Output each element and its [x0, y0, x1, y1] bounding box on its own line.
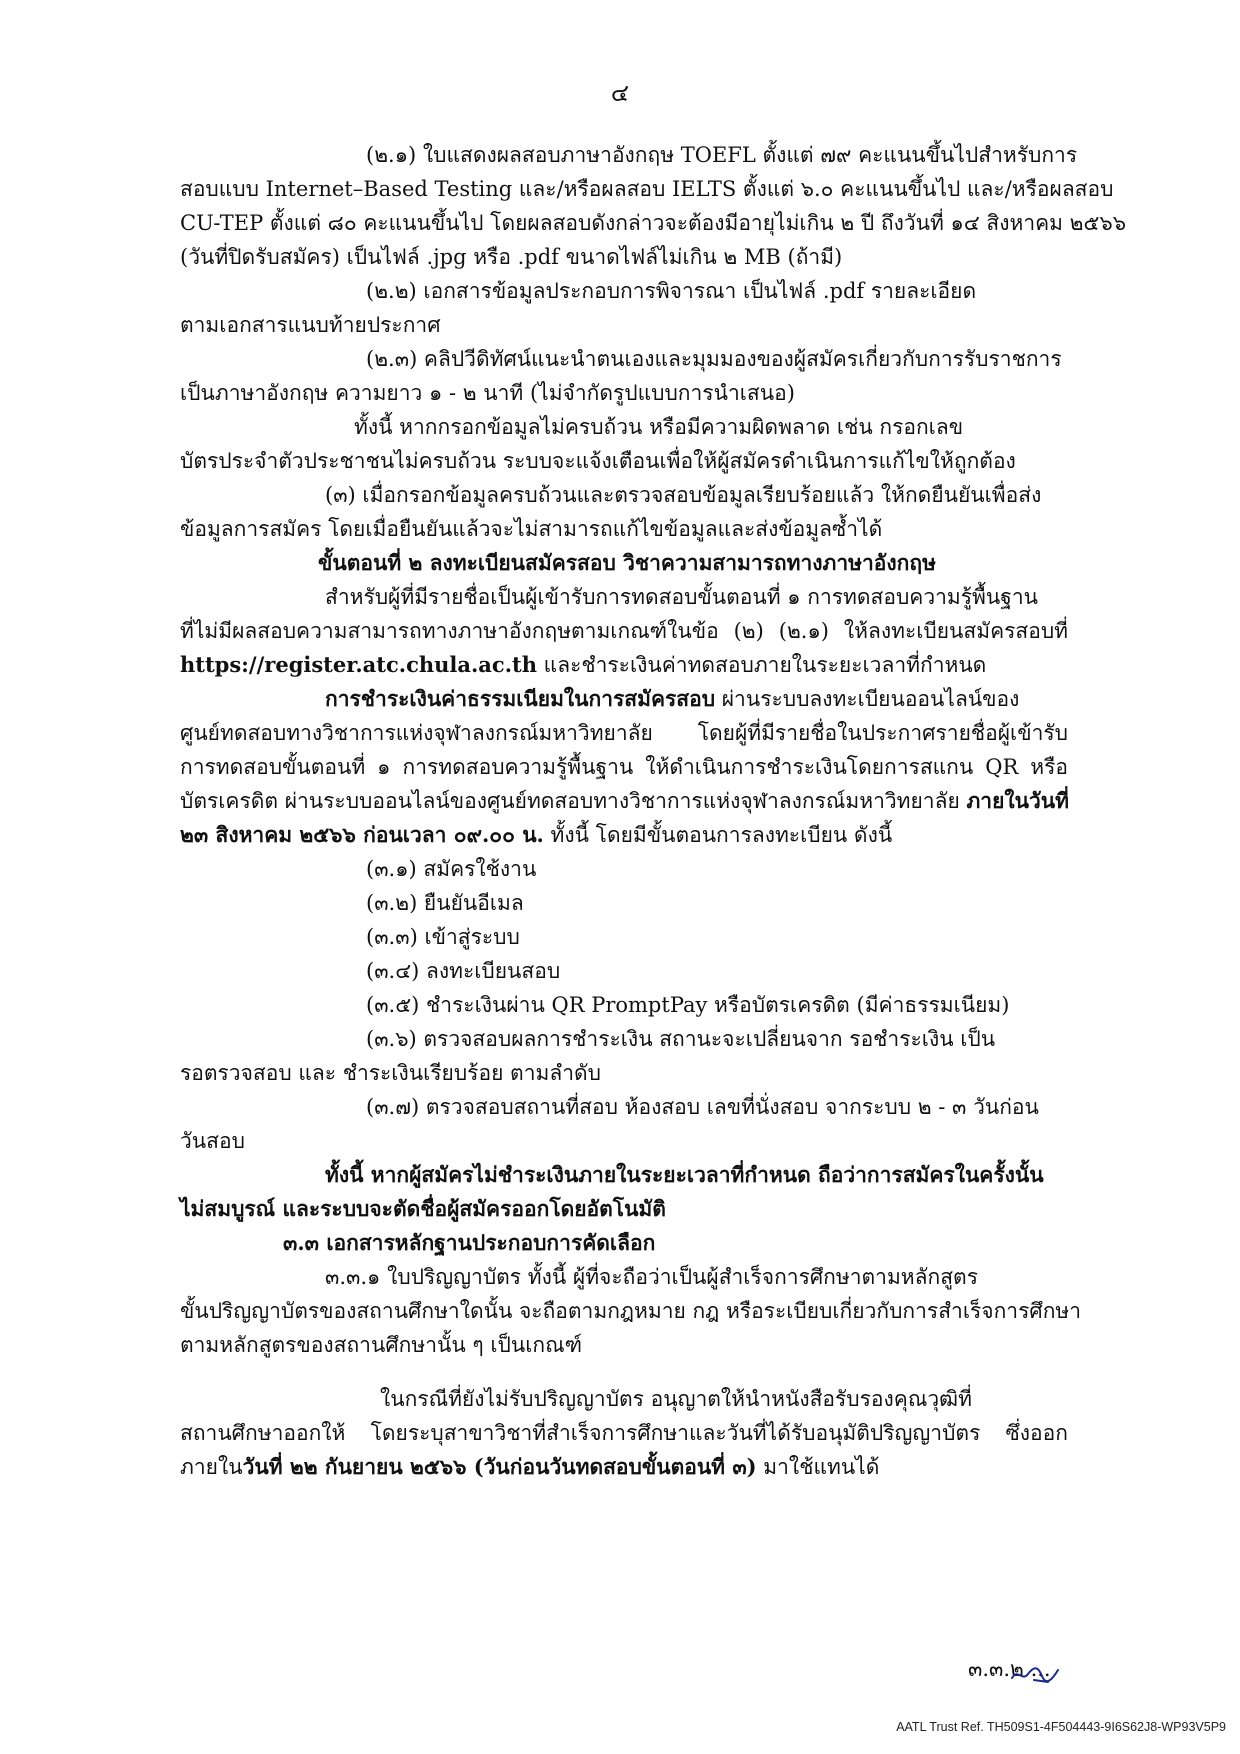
text-line: CU-TEP ตั้งแต่ ๘๐ คะแนนขึ้นไป โดยผลสอบดังกล่าวจะต้องมีอายุไม่เกิน ๒ ปี ถึงวันที่ ๑๔ สิงหาคม ๒๕๖๖ [180, 211, 1127, 235]
text-line: ข้อมูลการสมัคร โดยเมื่อยืนยันแล้วจะไม่สามารถแก้ไขข้อมูลและส่งข้อมูลซ้ำได้ [180, 517, 883, 541]
text-line: สถานศึกษาออกให้ โดยระบุสาขาวิชาที่สำเร็จการศึกษาและวันที่ได้รับอนุมัติปริญญาบัตร ซึ่งออก [180, 1421, 1068, 1445]
warning-text: ทั้งนี้ หากผู้สมัครไม่ชำระเงินภายในระยะเวลาที่กำหนด ถือว่าการสมัครในครั้งนั้น [325, 1162, 1044, 1187]
text-line: เป็นภาษาอังกฤษ ความยาว ๑ - ๒ นาที (ไม่จำกัดรูปแบบการนำเสนอ) [180, 381, 795, 405]
warning-text: ไม่สมบูรณ์ และระบบจะตัดชื่อผู้สมัครออกโดยอัตโนมัติ [180, 1196, 666, 1221]
payment-deadline: ๒๓ สิงหาคม ๒๕๖๖ ก่อนเวลา ๐๙.๐๐ น. [180, 822, 544, 847]
text-line: วันสอบ [180, 1129, 245, 1153]
initials-signature-icon [1008, 1662, 1068, 1686]
text-line: https://register.atc.chula.ac.th และชำระเงินค่าทดสอบภายในระยะเวลาที่กำหนด [180, 652, 987, 677]
list-item: (๓.๔) ลงทะเบียนสอบ [366, 959, 561, 983]
certificate-deadline: วันที่ ๒๒ กันยายน ๒๕๖๖ (วันก่อนวันทดสอบขั้นตอนที่ ๓) [242, 1454, 757, 1479]
text-line: รอตรวจสอบ และ ชำระเงินเรียบร้อย ตามลำดับ [180, 1061, 601, 1085]
text-line: การทดสอบขั้นตอนที่ ๑ การทดสอบความรู้พื้นฐาน ให้ดำเนินการชำระเงินโดยการสแกน QR หรือ [180, 755, 1068, 779]
text-line: ภายในวันที่ ๒๒ กันยายน ๒๕๖๖ (วันก่อนวันทดสอบขั้นตอนที่ ๓) มาใช้แทนได้ [180, 1454, 880, 1479]
text-line: ตามหลักสูตรของสถานศึกษานั้น ๆ เป็นเกณฑ์ [180, 1333, 583, 1357]
text-line: (๒.๒) เอกสารข้อมูลประกอบการพิจารณา เป็นไฟล์ .pdf รายละเอียด [366, 279, 977, 303]
text-line: บัตรเครดิต ผ่านระบบออนไลน์ของศูนย์ทดสอบทางวิชาการแห่งจุฬาลงกรณ์มหาวิทยาลัย ภายในวันที่ [180, 788, 1069, 813]
list-item: (๓.๖) ตรวจสอบผลการชำระเงิน สถานะจะเปลี่ยนจาก รอชำระเงิน เป็น [366, 1027, 996, 1051]
text-line: ในกรณีที่ยังไม่รับปริญญาบัตร อนุญาตให้นำหนังสือรับรองคุณวุฒิที่ [380, 1387, 972, 1411]
text-line: ที่ไม่มีผลสอบความสามารถทางภาษาอังกฤษตามเกณฑ์ในข้อ (๒) (๒.๑) ให้ลงทะเบียนสมัครสอบที่ [180, 619, 1068, 643]
page-number: ๔ [610, 79, 630, 107]
text-line: ศูนย์ทดสอบทางวิชาการแห่งจุฬาลงกรณ์มหาวิทยาลัย โดยผู้ที่มีรายชื่อในประกาศรายชื่อผู้เข้ารับ [180, 721, 1068, 745]
text-line: สำหรับผู้ที่มีรายชื่อเป็นผู้เข้ารับการทดสอบขั้นตอนที่ ๑ การทดสอบความรู้พื้นฐาน [325, 585, 1038, 609]
text-line: (๒.๑) ใบแสดงผลสอบภาษาอังกฤษ TOEFL ตั้งแต่ ๗๙ คะแนนขึ้นไปสำหรับการ [366, 143, 1078, 167]
text-line: ทั้งนี้ หากกรอกข้อมูลไม่ครบถ้วน หรือมีความผิดพลาด เช่น กรอกเลข [354, 415, 964, 439]
list-item: (๓.๗) ตรวจสอบสถานที่สอบ ห้องสอบ เลขที่นั่งสอบ จากระบบ ๒ - ๓ วันก่อน [366, 1095, 1039, 1119]
text-line: ๒๓ สิงหาคม ๒๕๖๖ ก่อนเวลา ๐๙.๐๐ น. ทั้งนี้ โดยมีขั้นตอนการลงทะเบียน ดังนี้ [180, 822, 893, 847]
text-line: (๒.๓) คลิปวีดิทัศน์แนะนำตนเองและมุมมองของผู้สมัครเกี่ยวกับการรับราชการ [366, 347, 1062, 371]
text-line: (วันที่ปิดรับสมัคร) เป็นไฟล์ .jpg หรือ .pdf ขนาดไฟล์ไม่เกิน ๒ MB (ถ้ามี) [180, 245, 843, 269]
text-line: ตามเอกสารแนบท้ายประกาศ [180, 313, 441, 337]
registration-url: https://register.atc.chula.ac.th [180, 652, 537, 677]
list-item: (๓.๒) ยืนยันอีเมล [366, 891, 524, 915]
text-line: ขั้นปริญญาบัตรของสถานศึกษาใดนั้น จะถือตามกฎหมาย กฎ หรือระเบียบเกี่ยวกับการสำเร็จการศึกษา [180, 1299, 1082, 1323]
list-item: (๓.๓) เข้าสู่ระบบ [366, 925, 520, 949]
text-line: ๓.๓.๑ ใบปริญญาบัตร ทั้งนี้ ผู้ที่จะถือว่าเป็นผู้สำเร็จการศึกษาตามหลักสูตร [325, 1265, 978, 1289]
text-line: สอบแบบ Internet–Based Testing และ/หรือผลสอบ IELTS ตั้งแต่ ๖.๐ คะแนนขึ้นไป และ/หรือผลสอบ [180, 177, 1114, 201]
continuation-marker: ๓.๓.๒ ... [968, 1657, 1051, 1681]
text-line: (๓) เมื่อกรอกข้อมูลครบถ้วนและตรวจสอบข้อมูลเรียบร้อยแล้ว ให้กดยืนยันเพื่อส่ง [325, 483, 1042, 507]
list-item: (๓.๑) สมัครใช้งาน [366, 857, 537, 881]
payment-heading: การชำระเงินค่าธรรมเนียมในการสมัครสอบ [325, 686, 716, 711]
text-line: บัตรประจำตัวประชาชนไม่ครบถ้วน ระบบจะแจ้งเตือนเพื่อให้ผู้สมัครดำเนินการแก้ไขให้ถูกต้อง [180, 449, 1016, 473]
trust-reference: AATL Trust Ref. TH509S1-4F504443-9I6S62J8-WP93V5P9 [896, 1720, 1226, 1734]
step-2-heading: ขั้นตอนที่ ๒ ลงทะเบียนสมัครสอบ วิชาความสามารถทางภาษาอังกฤษ [318, 550, 936, 575]
list-item: (๓.๕) ชำระเงินผ่าน QR PromptPay หรือบัตรเครดิต (มีค่าธรรมเนียม) [366, 993, 1010, 1017]
text-line: การชำระเงินค่าธรรมเนียมในการสมัครสอบ ผ่านระบบลงทะเบียนออนไลน์ของ [325, 686, 1020, 711]
section-heading: ๓.๓ เอกสารหลักฐานประกอบการคัดเลือก [283, 1230, 656, 1255]
